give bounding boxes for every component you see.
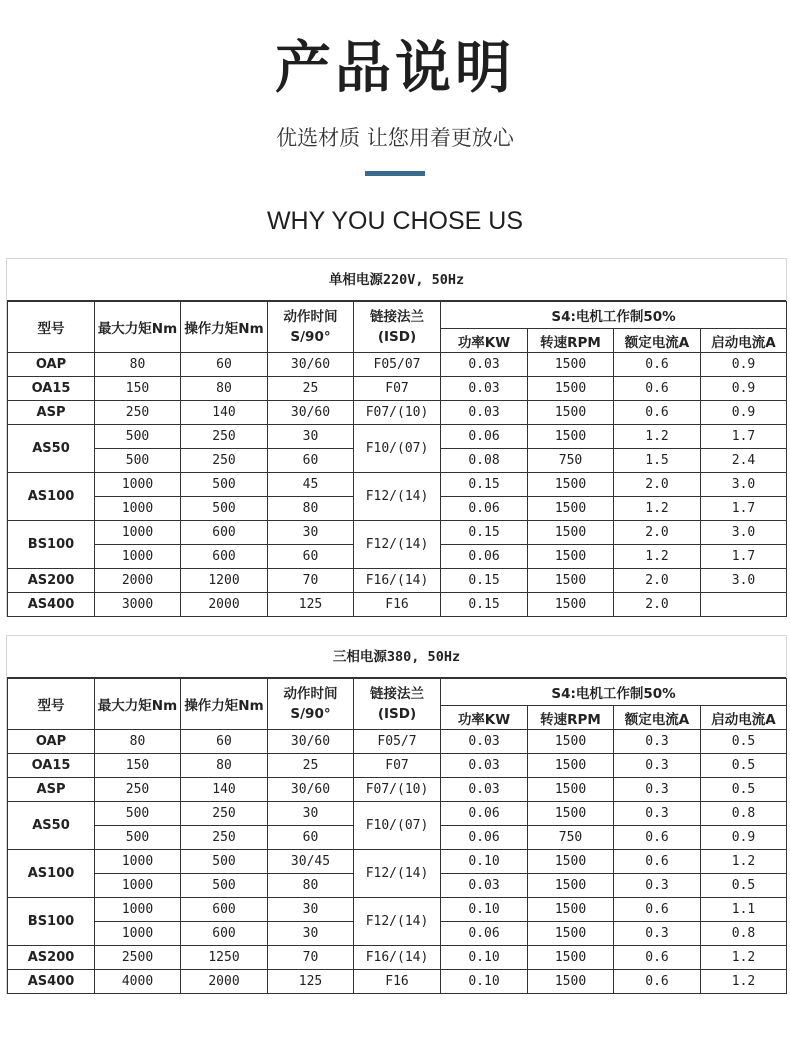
header-action-time-unit: S/90° [290, 706, 331, 722]
cell-action-time: 30/45 [268, 850, 354, 874]
cell-max-torque: 3000 [95, 593, 181, 617]
table-row [8, 970, 787, 994]
cell-start-current: 3.0 [701, 473, 787, 497]
cell-speed: 750 [528, 826, 614, 850]
cell-start-current: 0.8 [701, 802, 787, 826]
cell-op-torque: 500 [181, 850, 268, 874]
cell-op-torque: 80 [181, 377, 268, 401]
header-action-time-label: 动作时间 [283, 686, 338, 702]
cell-rated-current: 1.2 [614, 497, 701, 521]
cell-start-current: 1.1 [701, 898, 787, 922]
table-row [8, 754, 787, 778]
cell-max-torque: 500 [95, 826, 181, 850]
cell-rated-current: 2.0 [614, 521, 701, 545]
cell-speed: 1500 [528, 730, 614, 754]
cell-action-time: 70 [268, 946, 354, 970]
cell-max-torque: 1000 [95, 850, 181, 874]
cell-op-torque: 140 [181, 778, 268, 802]
cell-start-current: 2.4 [701, 449, 787, 473]
cell-action-time: 80 [268, 874, 354, 898]
cell-speed: 1500 [528, 778, 614, 802]
table-row [8, 593, 787, 617]
table-row [8, 353, 787, 377]
cell-start-current: 1.7 [701, 425, 787, 449]
table-row [8, 425, 787, 449]
cell-op-torque: 500 [181, 473, 268, 497]
cell-action-time: 30 [268, 425, 354, 449]
cell-speed: 1500 [528, 521, 614, 545]
cell-flange: F07/(10) [354, 778, 441, 802]
header-max-torque: 最大力矩Nm [95, 302, 181, 353]
cell-max-torque: 2000 [95, 569, 181, 593]
cell-op-torque: 500 [181, 874, 268, 898]
cell-action-time: 30 [268, 922, 354, 946]
header-speed: 转速RPM [528, 329, 614, 353]
cell-model: OA15 [8, 754, 95, 778]
cell-action-time: 30 [268, 898, 354, 922]
cell-flange: F16 [354, 593, 441, 617]
cell-flange: F07/(10) [354, 401, 441, 425]
header-rated-current: 额定电流A [614, 706, 701, 730]
cell-flange: F05/07 [354, 353, 441, 377]
cell-op-torque: 80 [181, 754, 268, 778]
cell-rated-current: 0.3 [614, 730, 701, 754]
cell-max-torque: 80 [95, 730, 181, 754]
cell-op-torque: 1250 [181, 946, 268, 970]
cell-flange: F05/7 [354, 730, 441, 754]
cell-flange: F12/(14) [354, 473, 441, 521]
cell-max-torque: 500 [95, 449, 181, 473]
cell-flange: F10/(07) [354, 425, 441, 473]
cell-power: 0.10 [441, 970, 528, 994]
cell-start-current [701, 593, 787, 617]
cell-power: 0.03 [441, 377, 528, 401]
cell-power: 0.03 [441, 401, 528, 425]
cell-flange: F16/(14) [354, 569, 441, 593]
cell-flange: F12/(14) [354, 521, 441, 569]
cell-action-time: 60 [268, 826, 354, 850]
cell-max-torque: 500 [95, 802, 181, 826]
cell-action-time: 125 [268, 970, 354, 994]
cell-power: 0.03 [441, 730, 528, 754]
spec-table [7, 301, 787, 617]
table-row [8, 946, 787, 970]
cell-speed: 1500 [528, 898, 614, 922]
cell-speed: 1500 [528, 946, 614, 970]
cell-speed: 1500 [528, 425, 614, 449]
accent-divider [365, 171, 425, 176]
cell-model: AS100 [8, 850, 95, 898]
cell-max-torque: 250 [95, 401, 181, 425]
header-action-time [268, 679, 354, 730]
cell-op-torque: 140 [181, 401, 268, 425]
cell-start-current: 0.9 [701, 377, 787, 401]
cell-rated-current: 0.6 [614, 353, 701, 377]
cell-action-time: 25 [268, 754, 354, 778]
cell-power: 0.10 [441, 850, 528, 874]
header-start-current: 启动电流A [701, 706, 787, 730]
cell-max-torque: 1000 [95, 922, 181, 946]
cell-power: 0.15 [441, 569, 528, 593]
cell-model: AS200 [8, 946, 95, 970]
cell-action-time: 45 [268, 473, 354, 497]
cell-rated-current: 0.3 [614, 922, 701, 946]
cell-op-torque: 60 [181, 353, 268, 377]
cell-op-torque: 250 [181, 826, 268, 850]
cell-op-torque: 250 [181, 425, 268, 449]
cell-speed: 1500 [528, 401, 614, 425]
cell-power: 0.08 [441, 449, 528, 473]
cell-speed: 1500 [528, 970, 614, 994]
cell-power: 0.03 [441, 778, 528, 802]
cell-power: 0.06 [441, 497, 528, 521]
table-caption: 单相电源220V, 50Hz [7, 259, 786, 301]
table-row [8, 569, 787, 593]
cell-max-torque: 150 [95, 754, 181, 778]
cell-rated-current: 0.3 [614, 874, 701, 898]
cell-op-torque: 60 [181, 730, 268, 754]
header-flange-unit: (ISD) [377, 329, 417, 345]
tagline: WHY YOU CHOSE US [266, 207, 524, 235]
cell-power: 0.06 [441, 425, 528, 449]
cell-action-time: 30/60 [268, 353, 354, 377]
header-power: 功率KW [441, 329, 528, 353]
cell-max-torque: 1000 [95, 521, 181, 545]
header-action-time [268, 302, 354, 353]
cell-start-current: 1.2 [701, 850, 787, 874]
cell-power: 0.15 [441, 593, 528, 617]
spec-table [7, 678, 787, 994]
cell-max-torque: 250 [95, 778, 181, 802]
cell-model: AS400 [8, 593, 95, 617]
header-action-time-label: 动作时间 [283, 309, 338, 325]
cell-action-time: 30 [268, 802, 354, 826]
cell-rated-current: 0.6 [614, 401, 701, 425]
header-start-current: 启动电流A [701, 329, 787, 353]
cell-rated-current: 2.0 [614, 593, 701, 617]
cell-power: 0.06 [441, 826, 528, 850]
cell-flange: F16/(14) [354, 946, 441, 970]
cell-rated-current: 0.6 [614, 850, 701, 874]
header-speed: 转速RPM [528, 706, 614, 730]
header-flange [354, 302, 441, 353]
cell-max-torque: 1000 [95, 497, 181, 521]
cell-action-time: 30 [268, 521, 354, 545]
cell-speed: 1500 [528, 545, 614, 569]
cell-op-torque: 1200 [181, 569, 268, 593]
table-row [8, 377, 787, 401]
cell-flange: F07 [354, 754, 441, 778]
cell-flange: F12/(14) [354, 898, 441, 946]
header-max-torque: 最大力矩Nm [95, 679, 181, 730]
cell-speed: 1500 [528, 593, 614, 617]
cell-speed: 1500 [528, 922, 614, 946]
cell-speed: 1500 [528, 802, 614, 826]
cell-power: 0.15 [441, 473, 528, 497]
cell-speed: 1500 [528, 874, 614, 898]
cell-op-torque: 250 [181, 802, 268, 826]
cell-flange: F16 [354, 970, 441, 994]
cell-rated-current: 2.0 [614, 569, 701, 593]
cell-rated-current: 0.3 [614, 802, 701, 826]
cell-max-torque: 2500 [95, 946, 181, 970]
cell-rated-current: 0.6 [614, 377, 701, 401]
cell-start-current: 0.5 [701, 874, 787, 898]
cell-rated-current: 0.6 [614, 946, 701, 970]
cell-model: ASP [8, 778, 95, 802]
header-power: 功率KW [441, 706, 528, 730]
cell-op-torque: 2000 [181, 593, 268, 617]
cell-model: AS50 [8, 802, 95, 850]
cell-speed: 1500 [528, 473, 614, 497]
cell-start-current: 3.0 [701, 521, 787, 545]
cell-start-current: 0.5 [701, 778, 787, 802]
cell-start-current: 1.2 [701, 970, 787, 994]
cell-speed: 1500 [528, 353, 614, 377]
header-op-torque: 操作力矩Nm [181, 679, 268, 730]
cell-speed: 1500 [528, 850, 614, 874]
spec-table-single-phase [6, 258, 787, 617]
header-rated-current: 额定电流A [614, 329, 701, 353]
cell-power: 0.10 [441, 898, 528, 922]
header-model: 型号 [8, 679, 95, 730]
cell-model: BS100 [8, 521, 95, 569]
cell-start-current: 0.5 [701, 730, 787, 754]
header-flange-label: 链接法兰 [370, 686, 424, 702]
cell-max-torque: 1000 [95, 473, 181, 497]
cell-start-current: 0.9 [701, 353, 787, 377]
cell-action-time: 60 [268, 449, 354, 473]
cell-power: 0.10 [441, 946, 528, 970]
cell-max-torque: 1000 [95, 874, 181, 898]
cell-start-current: 0.9 [701, 401, 787, 425]
cell-power: 0.06 [441, 545, 528, 569]
cell-op-torque: 600 [181, 922, 268, 946]
cell-op-torque: 600 [181, 898, 268, 922]
page-title: 产品说明 [275, 36, 515, 101]
cell-rated-current: 1.2 [614, 425, 701, 449]
table-row [8, 778, 787, 802]
cell-power: 0.03 [441, 353, 528, 377]
cell-flange: F10/(07) [354, 802, 441, 850]
table-row [8, 730, 787, 754]
cell-rated-current: 1.2 [614, 545, 701, 569]
cell-max-torque: 1000 [95, 545, 181, 569]
cell-start-current: 0.9 [701, 826, 787, 850]
cell-op-torque: 600 [181, 521, 268, 545]
table-row [8, 898, 787, 922]
cell-action-time: 125 [268, 593, 354, 617]
cell-flange: F07 [354, 377, 441, 401]
page-subtitle: 优选材质 让您用着更放心 [276, 126, 514, 150]
cell-action-time: 30/60 [268, 730, 354, 754]
cell-speed: 1500 [528, 569, 614, 593]
cell-power: 0.15 [441, 521, 528, 545]
cell-rated-current: 0.3 [614, 754, 701, 778]
header-model: 型号 [8, 302, 95, 353]
spec-table-three-phase [6, 635, 787, 994]
header-op-torque: 操作力矩Nm [181, 302, 268, 353]
header-action-time-unit: S/90° [290, 329, 331, 345]
table-caption: 三相电源380, 50Hz [7, 636, 786, 678]
cell-speed: 1500 [528, 497, 614, 521]
cell-speed: 1500 [528, 754, 614, 778]
cell-model: BS100 [8, 898, 95, 946]
cell-model: OA15 [8, 377, 95, 401]
header-flange [354, 679, 441, 730]
cell-power: 0.03 [441, 874, 528, 898]
cell-flange: F12/(14) [354, 850, 441, 898]
header-motor-group: S4:电机工作制50% [441, 302, 787, 329]
cell-action-time: 25 [268, 377, 354, 401]
cell-start-current: 1.7 [701, 497, 787, 521]
table-row [8, 850, 787, 874]
cell-op-torque: 600 [181, 545, 268, 569]
table-row [8, 401, 787, 425]
cell-op-torque: 500 [181, 497, 268, 521]
cell-max-torque: 4000 [95, 970, 181, 994]
cell-start-current: 0.8 [701, 922, 787, 946]
cell-op-torque: 2000 [181, 970, 268, 994]
cell-rated-current: 0.6 [614, 826, 701, 850]
cell-model: AS100 [8, 473, 95, 521]
cell-rated-current: 2.0 [614, 473, 701, 497]
cell-max-torque: 500 [95, 425, 181, 449]
cell-power: 0.06 [441, 802, 528, 826]
table-row [8, 802, 787, 826]
cell-action-time: 30/60 [268, 778, 354, 802]
table-row [8, 473, 787, 497]
cell-start-current: 3.0 [701, 569, 787, 593]
cell-model: OAP [8, 353, 95, 377]
cell-model: ASP [8, 401, 95, 425]
cell-model: OAP [8, 730, 95, 754]
cell-op-torque: 250 [181, 449, 268, 473]
cell-model: AS200 [8, 569, 95, 593]
cell-max-torque: 1000 [95, 898, 181, 922]
cell-action-time: 60 [268, 545, 354, 569]
cell-action-time: 80 [268, 497, 354, 521]
header-flange-label: 链接法兰 [370, 309, 424, 325]
cell-start-current: 1.7 [701, 545, 787, 569]
cell-speed: 1500 [528, 377, 614, 401]
cell-rated-current: 1.5 [614, 449, 701, 473]
cell-rated-current: 0.6 [614, 898, 701, 922]
cell-action-time: 70 [268, 569, 354, 593]
header-motor-group: S4:电机工作制50% [441, 679, 787, 706]
cell-model: AS400 [8, 970, 95, 994]
cell-action-time: 30/60 [268, 401, 354, 425]
cell-rated-current: 0.6 [614, 970, 701, 994]
cell-model: AS50 [8, 425, 95, 473]
cell-power: 0.03 [441, 754, 528, 778]
table-row [8, 521, 787, 545]
cell-rated-current: 0.3 [614, 778, 701, 802]
header-flange-unit: (ISD) [377, 706, 417, 722]
cell-max-torque: 80 [95, 353, 181, 377]
cell-power: 0.06 [441, 922, 528, 946]
cell-max-torque: 150 [95, 377, 181, 401]
cell-start-current: 0.5 [701, 754, 787, 778]
cell-speed: 750 [528, 449, 614, 473]
cell-start-current: 1.2 [701, 946, 787, 970]
